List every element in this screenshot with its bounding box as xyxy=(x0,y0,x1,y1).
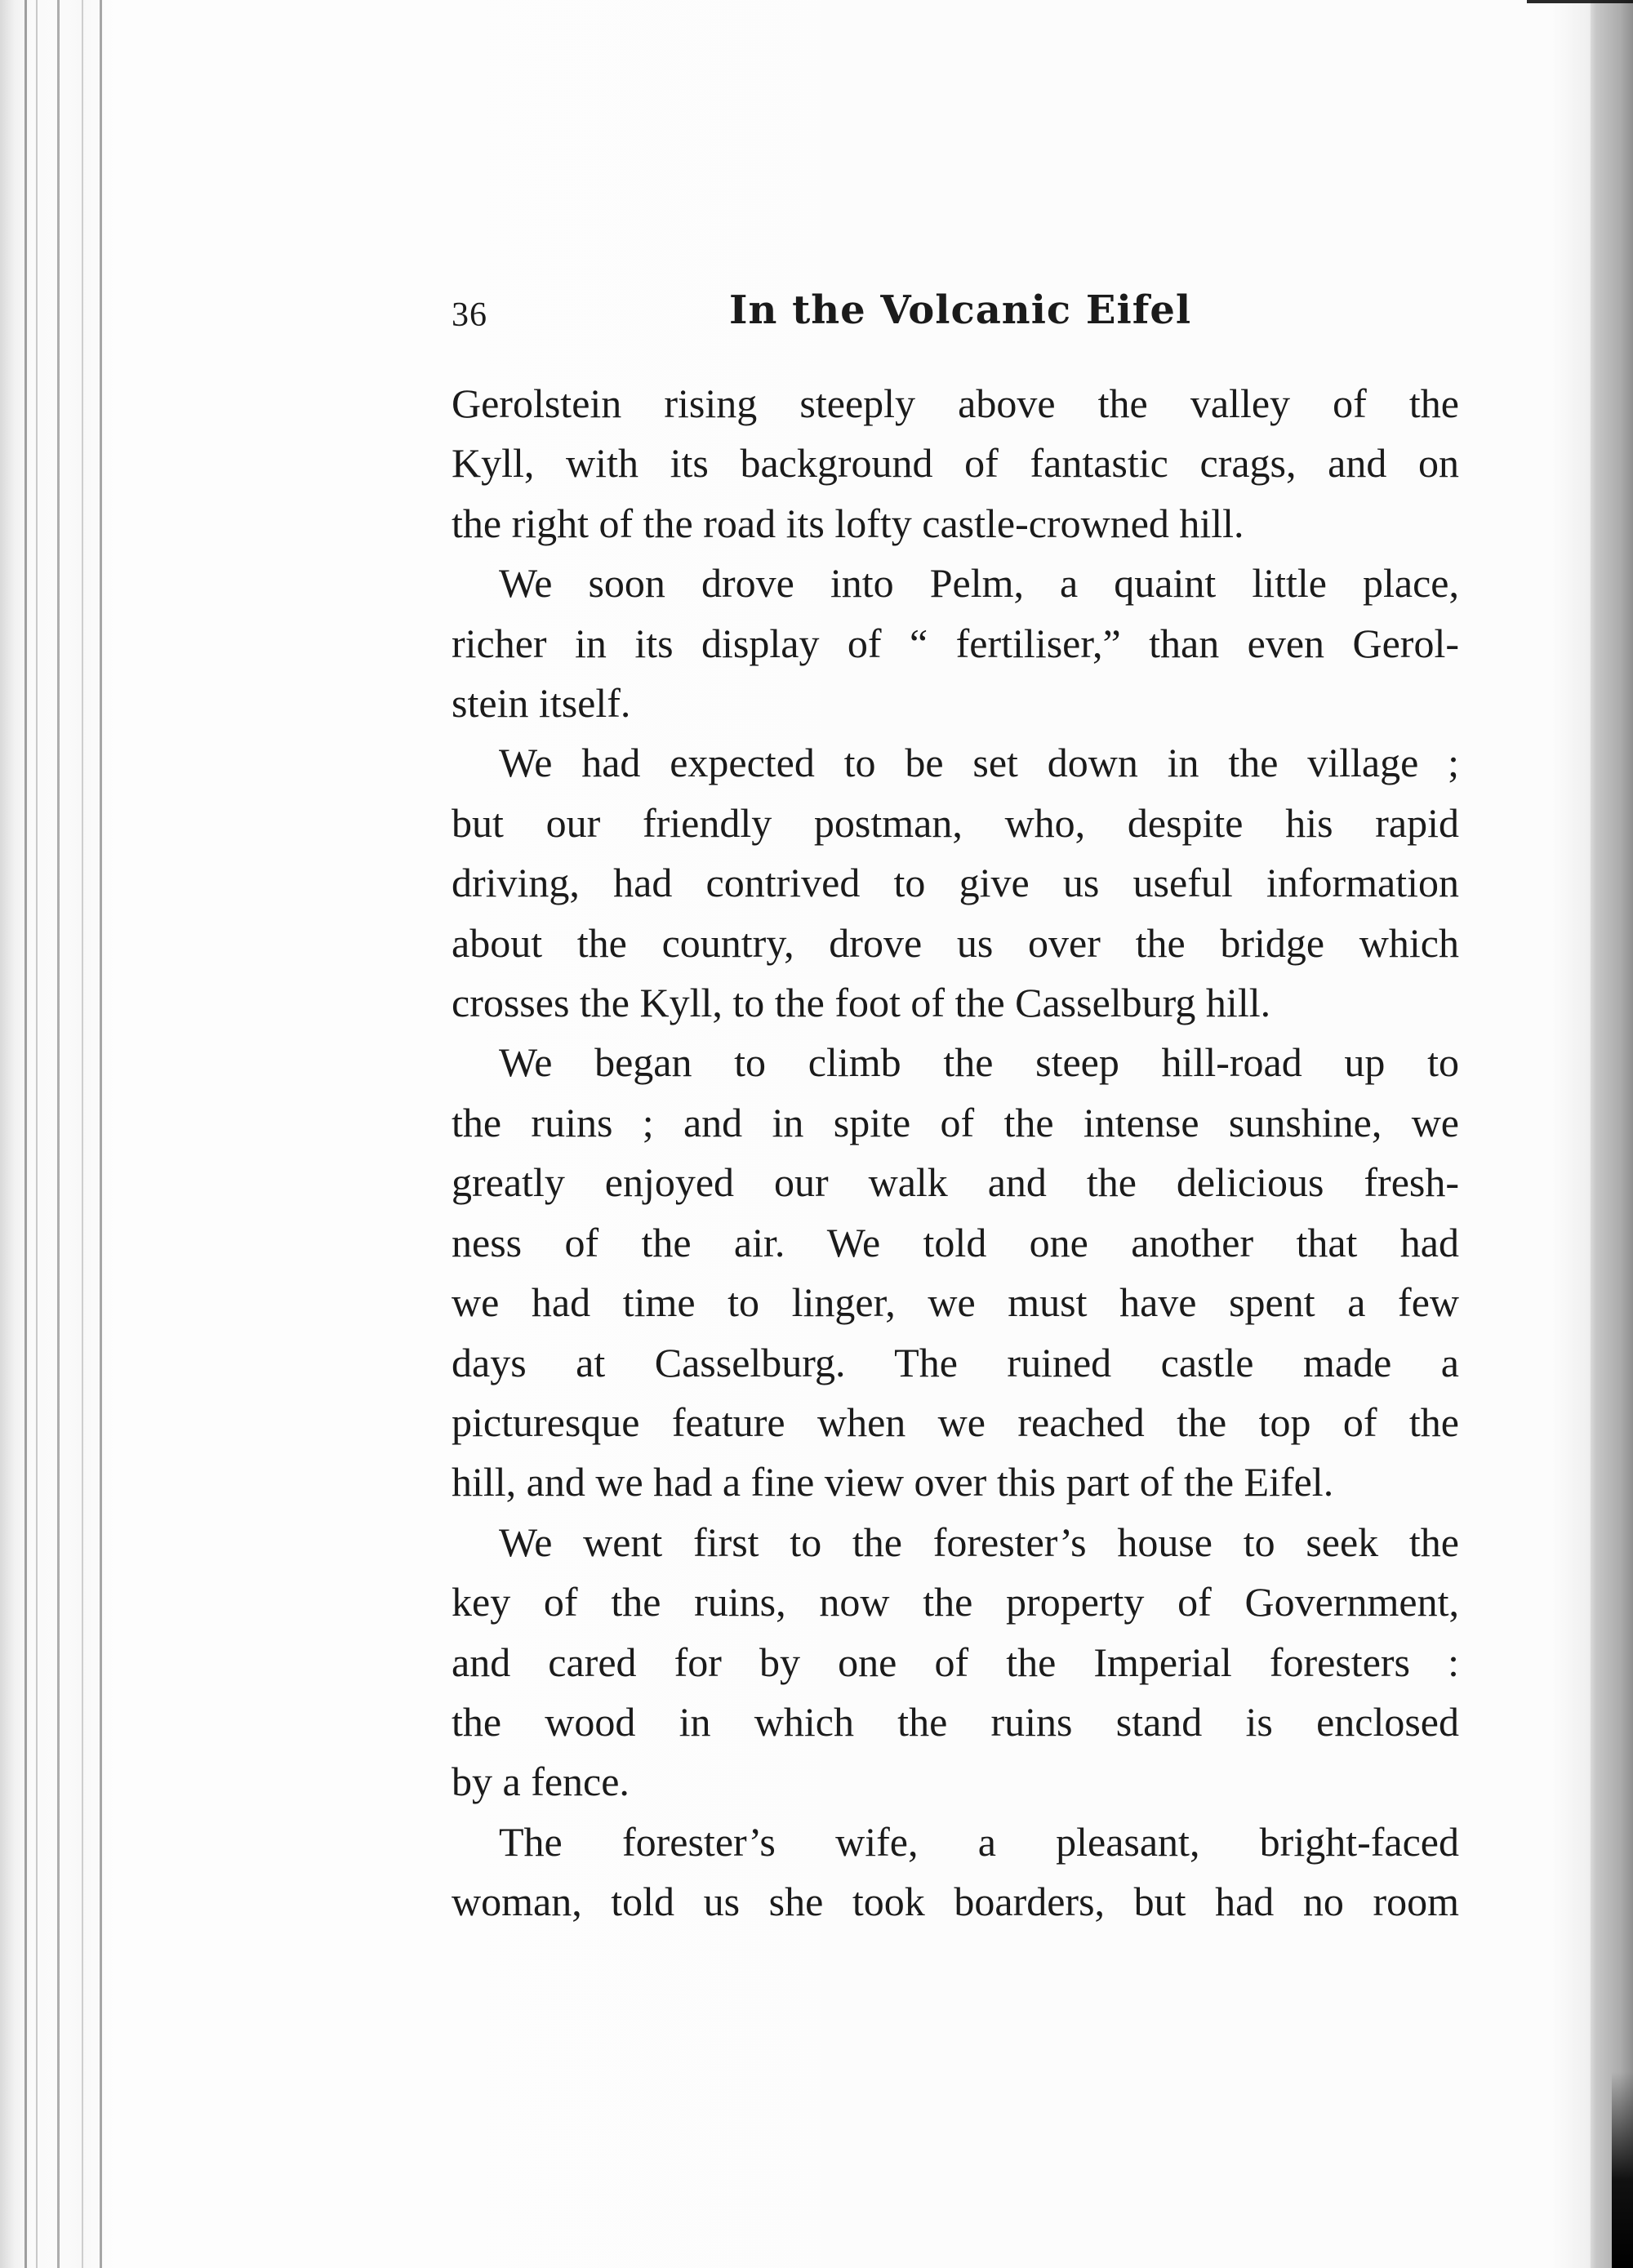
text-line: We had expected to be set down in the village ; xyxy=(499,740,1459,786)
text-line: but our friendly postman, who, despite his rapid xyxy=(452,799,1459,846)
text-line: hill, and we had a fine view over this part of the Eifel. xyxy=(452,1459,1334,1505)
running-header xyxy=(452,287,1459,345)
text-line: The forester’s wife, a pleasant, bright-faced xyxy=(499,1818,1459,1865)
text-line: ness of the air. We told one another that had xyxy=(452,1219,1459,1265)
binding-edge-line xyxy=(100,0,102,2268)
text-line: we had time to linger, we must have spent a few xyxy=(452,1279,1459,1326)
text-line: days at Casselburg. The ruined castle made a xyxy=(452,1339,1459,1385)
running-title: In the Volcanic Eifel xyxy=(729,287,1192,333)
text-line: stein itself. xyxy=(452,680,631,727)
body-text xyxy=(452,374,1459,1932)
text-line: Kyll, with its background of fantastic crags, and on xyxy=(452,440,1459,487)
page-corner-shadow xyxy=(1612,2072,1633,2268)
text-line: woman, told us she took boarders, but had no room xyxy=(452,1879,1459,1925)
text-line: key of the ruins, now the property of Government, xyxy=(452,1579,1459,1625)
text-line: We began to climb the steep hill-road up to xyxy=(499,1039,1459,1086)
binding-edge-line xyxy=(82,0,83,2268)
text-line: about the country, drove us over the bridge which xyxy=(452,919,1459,966)
text-line: crosses the Kyll, to the foot of the Casselburg hill. xyxy=(452,980,1271,1026)
text-line: the wood in which the ruins stand is enclosed xyxy=(452,1698,1459,1745)
text-line: Gerolstein rising steeply above the valley of the xyxy=(452,380,1459,426)
page-right-shadow xyxy=(1591,0,1633,2268)
text-line: We went first to the forester’s house to seek the xyxy=(499,1519,1459,1565)
text-line: and cared for by one of the Imperial foresters : xyxy=(452,1639,1459,1685)
text-line: greatly enjoyed our walk and the delicious fresh- xyxy=(452,1159,1459,1206)
text-line: richer in its display of “ fertiliser,” than even Gerol- xyxy=(452,620,1459,666)
text-line: driving, had contrived to give us useful information xyxy=(452,860,1459,906)
binding-edge-line xyxy=(57,0,60,2268)
text-line: We soon drove into Pelm, a quaint little place, xyxy=(499,560,1459,607)
text-line: the right of the road its lofty castle-crowned hill. xyxy=(452,500,1244,546)
binding-edge-line xyxy=(36,0,38,2268)
page-number: 36 xyxy=(452,296,487,334)
text-line: the ruins ; and in spite of the intense sunshine, we xyxy=(452,1099,1459,1145)
binding-edge-line xyxy=(24,0,27,2268)
text-line: picturesque feature when we reached the top of the xyxy=(452,1399,1459,1445)
text-line: by a fence. xyxy=(452,1759,630,1805)
